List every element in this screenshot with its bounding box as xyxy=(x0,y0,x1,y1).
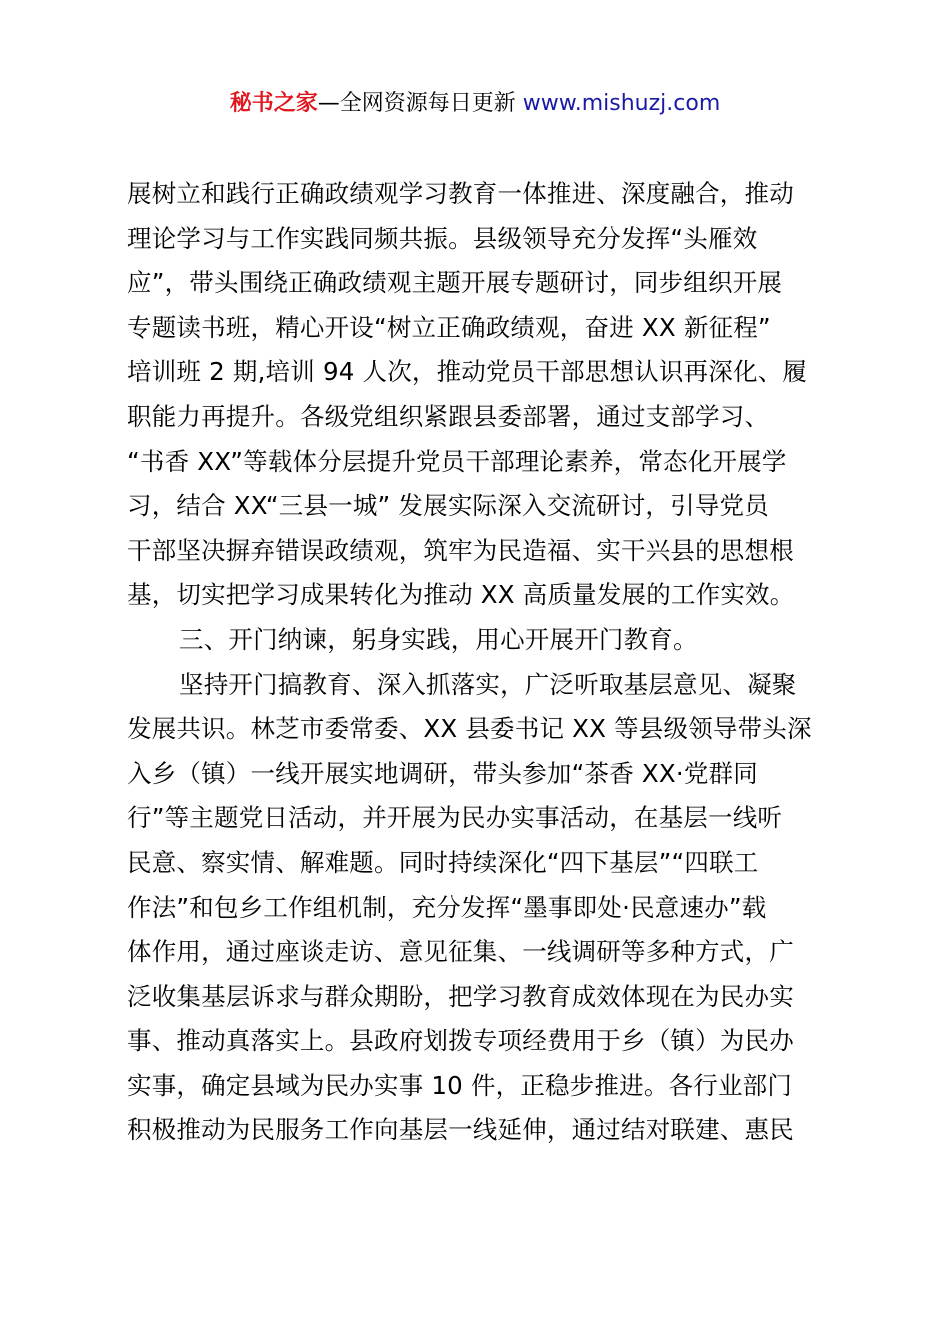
body-text-line: 应”，带头围绕正确政绩观主题开展专题研讨，同步组织开展 xyxy=(127,268,783,298)
body-text-line: 行”等主题党日活动，并开展为民办实事活动，在基层一线听 xyxy=(127,803,783,833)
body-text-line: “书香 XX”等载体分层提升党员干部理论素养，常态化开展学 xyxy=(127,446,787,476)
body-text-line: 事、推动真落实上。县政府划拨专项经费用于乡（镇）为民办 xyxy=(127,1026,794,1056)
body-text-line: 专题读书班，精心开设“树立正确政绩观，奋进 XX 新征程” xyxy=(127,312,771,342)
body-text-line: 干部坚决摒弃错误政绩观，筑牢为民造福、实干兴县的思想根 xyxy=(127,535,794,565)
body-text-line: 实事，确定县域为民办实事 10 件，正稳步推进。各行业部门 xyxy=(127,1070,793,1100)
body-text-line: 坚持开门搞教育、深入抓落实，广泛听取基层意见、凝聚 xyxy=(179,669,797,699)
header-website-link[interactable]: www.mishuzj.com xyxy=(522,91,721,116)
body-text-line: 民意、察实情、解难题。同时持续深化“四下基层”“四联工 xyxy=(127,847,759,877)
brand-name: 秘书之家 xyxy=(229,91,318,116)
document-body xyxy=(127,172,833,1153)
body-text-line: 积极推动为民服务工作向基层一线延伸，通过结对联建、惠民 xyxy=(127,1115,794,1145)
body-text-line: 理论学习与工作实践同频共振。县级领导充分发挥“头雁效 xyxy=(127,223,758,253)
body-text-line: 体作用，通过座谈走访、意见征集、一线调研等多种方式，广 xyxy=(127,937,794,967)
body-text-line: 职能力再提升。各级党组织紧跟县委部署，通过支部学习、 xyxy=(127,401,770,431)
body-text-line: 展树立和践行正确政绩观学习教育一体推进、深度融合，推动 xyxy=(127,179,794,208)
body-text-line: 发展共识。林芝市委常委、XX 县委书记 XX 等县级领导带头深 xyxy=(127,714,812,744)
page-header xyxy=(0,88,950,120)
body-text-line: 泛收集基层诉求与群众期盼，把学习教育成效体现在为民办实 xyxy=(127,981,794,1011)
body-text-line: 培训班 2 期,培训 94 人次，推动党员干部思想认识再深化、履 xyxy=(127,357,808,387)
header-tagline: —全网资源每日更新 xyxy=(317,91,523,116)
body-text-line: 三、开门纳谏，躬身实践，用心开展开门教育。 xyxy=(179,624,698,654)
body-text-line: 作法”和包乡工作组机制，充分发挥“墨事即处·民意速办”载 xyxy=(127,892,767,922)
body-text-line: 基，切实把学习成果转化为推动 XX 高质量发展的工作实效。 xyxy=(127,580,795,610)
body-text-line: 入乡（镇）一线开展实地调研，带头参加“茶香 XX·党群同 xyxy=(127,758,758,788)
body-text-line: 习，结合 XX“三县一城” 发展实际深入交流研讨，引导党员 xyxy=(127,491,769,521)
